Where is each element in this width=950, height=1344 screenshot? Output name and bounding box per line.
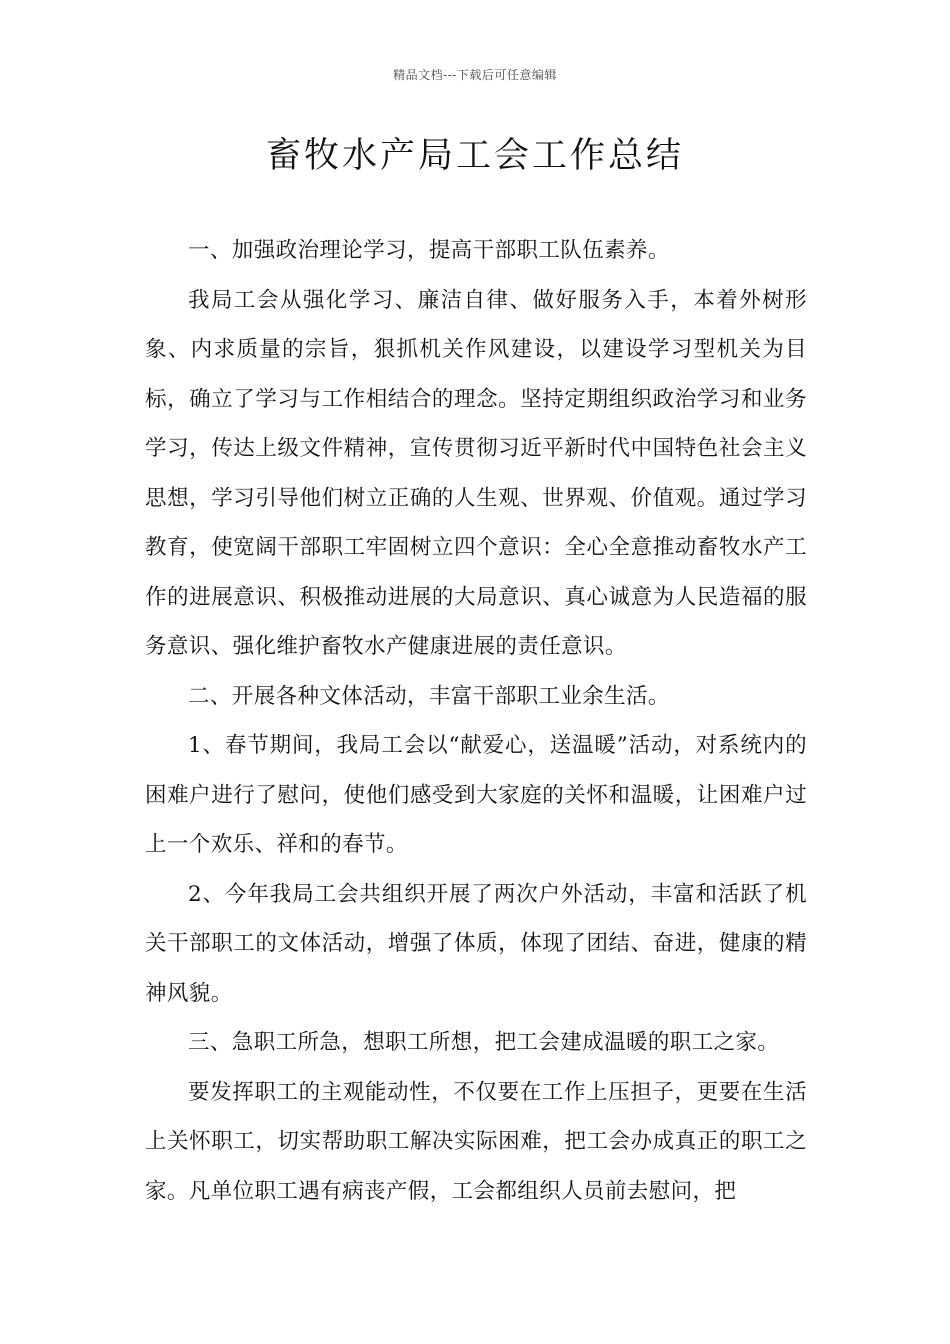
document-title: 畜牧水产局工会工作总结 <box>265 136 684 176</box>
paragraph: 我局工会从强化学习、廉洁自律、做好服务入手，本着外树形象、内求质量的宗旨，狠抓机关作风建设，以建设学习型机关为目标，确立了学习与工作相结合的理念。坚持定期组织政治学习和业务学习，传达上级文件精神，宣传贯彻习近平新时代中国特色社会主义思想，学习引导他们树立正确的人生观、世界观、价值观。通过学习教育，使宽阔干部职工牢固树立四个意识：全心全意推动畜牧水产工作的进展意识、积极推动进展的大局意识、真心诚意为人民造福的服务意识、强化维护畜牧水产健康进展的责任意识。 <box>145 287 807 659</box>
paragraph: 1、春节期间，我局工会以“献爱心，送温暖”活动，对系统内的困难户进行了慰问，使他们感受到大家庭的关怀和温暖，让困难户过上一个欢乐、祥和的春节。 <box>145 733 807 857</box>
header-note: 精品文档---下载后可任意编辑 <box>393 68 557 82</box>
paragraph: 2、今年我局工会共组织开展了两次户外活动，丰富和活跃了机关干部职工的文体活动，增强了体质，体现了团结、奋进，健康的精神风貌。 <box>145 881 807 1006</box>
document-body <box>145 226 807 1216</box>
paragraph: 要发挥职工的主观能动性，不仅要在工作上压担子，更要在生活上关怀职工，切实帮助职工解决实际困难，把工会办成真正的职工之家。凡单位职工遇有病丧产假，工会都组织人员前去慰问，把 <box>145 1079 807 1204</box>
section-heading-2: 二、开展各种文体活动，丰富干部职工业余生活。 <box>188 683 670 709</box>
section-heading-1: 一、加强政治理论学习，提高干部职工队伍素养。 <box>188 238 670 263</box>
section-heading-3: 三、急职工所急，想职工所想，把工会建成温暖的职工之家。 <box>188 1030 780 1055</box>
